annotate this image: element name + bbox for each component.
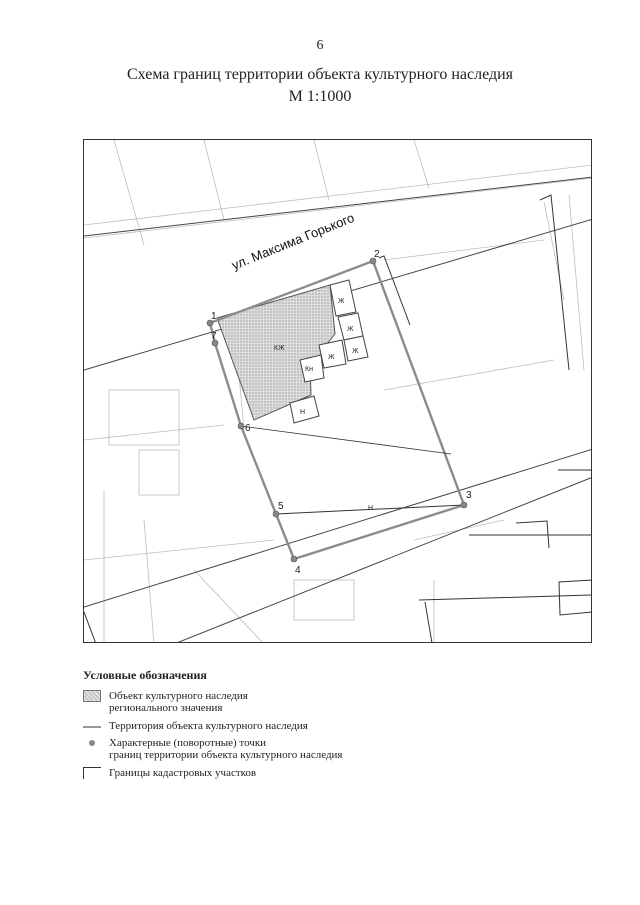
legend-text: Территория объекта культурного наследия <box>109 720 308 732</box>
legend-text: Границы кадастровых участков <box>109 767 257 779</box>
territory-line-symbol <box>83 720 101 732</box>
page-number: 6 <box>316 38 324 53</box>
heritage-object <box>217 285 335 420</box>
legend-item-points <box>83 737 342 761</box>
street-label: ул. Максима Горького <box>229 209 357 273</box>
point-label-7: 7 <box>211 331 217 342</box>
label-zh-4: Ж <box>328 354 335 361</box>
point-label-2: 2 <box>374 249 380 260</box>
legend-item-territory <box>83 720 308 732</box>
legend-text: границ территории объекта культурного наследия <box>109 749 343 761</box>
map-canvas <box>84 140 592 643</box>
point-label-3: 3 <box>466 490 472 501</box>
point-label-4: 4 <box>295 565 301 576</box>
label-zh-3: Ж <box>352 348 359 355</box>
cadastral-map <box>83 139 592 643</box>
point-symbol <box>83 737 101 749</box>
boundary-point-6 <box>238 423 244 429</box>
street-edges <box>84 177 592 643</box>
label-n-1: Н <box>300 409 306 416</box>
legend-text: Характерные (поворотные) точки <box>109 737 267 749</box>
legend-title: Условные обозначения <box>83 668 207 682</box>
label-kn: Кн <box>305 366 313 373</box>
legend-text: Объект культурного наследия <box>109 690 248 702</box>
label-zh-2: Ж <box>347 326 354 333</box>
cadastral-borders <box>84 195 592 643</box>
territory-inner-line-2 <box>241 426 451 454</box>
label-zh-1: Ж <box>338 298 345 305</box>
point-label-1: 1 <box>211 311 217 322</box>
map-title <box>0 64 640 108</box>
label-kzh: КЖ <box>274 345 285 352</box>
scale-label: М 1:1000 <box>288 88 352 105</box>
boundary-point-4 <box>291 556 297 562</box>
boundary-point-3 <box>461 502 467 508</box>
heritage-area-symbol <box>83 690 101 702</box>
legend-text: регионального значения <box>109 702 223 714</box>
cadastral-border-symbol <box>83 767 101 779</box>
title-line-1: Схема границ территории объекта культурного наследия <box>126 66 514 83</box>
legend-item-cadastral <box>83 767 256 779</box>
legend-item-heritage-object <box>83 690 248 714</box>
point-label-6: 6 <box>245 423 251 434</box>
label-n-2: Н <box>368 505 374 512</box>
point-label-5: 5 <box>278 501 284 512</box>
